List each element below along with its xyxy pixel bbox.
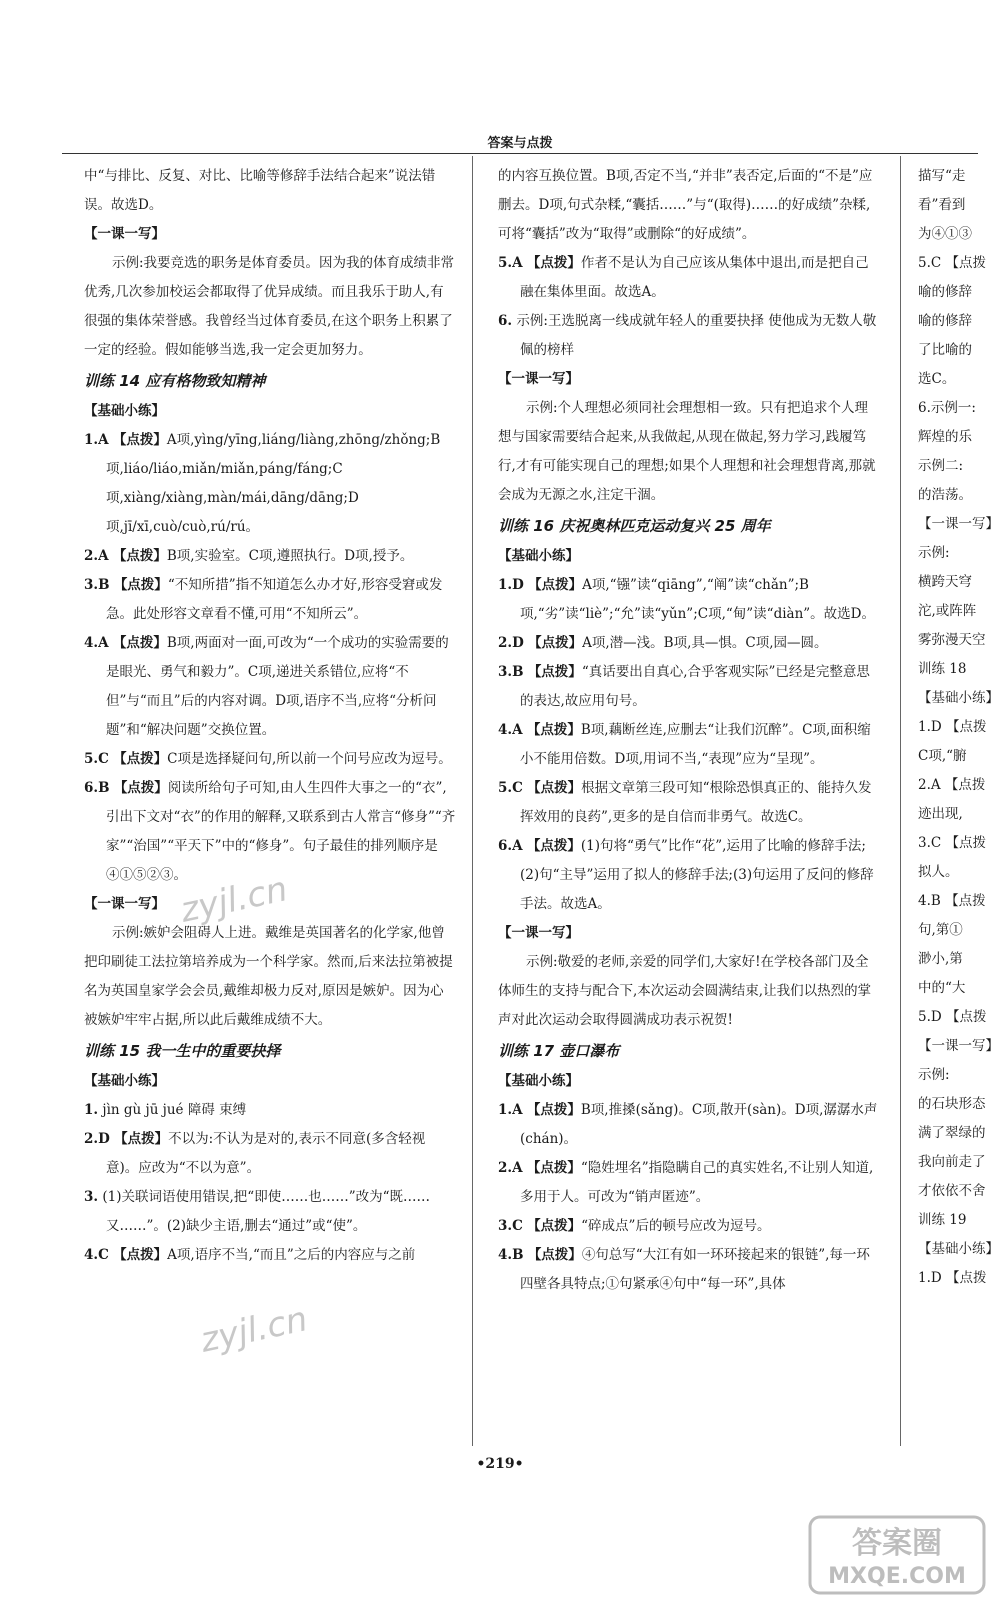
cropped-line: 中的“大 [918,980,966,996]
cropped-line: 2.A 【点拨 [918,777,986,793]
cropped-line: 喻的修辞 [918,313,972,329]
column-right-cropped [918,162,1000,1293]
cropped-line: 拟人。 [918,864,959,880]
answer-item [498,629,880,658]
hint-tag: 【点拨】 [113,577,168,593]
hint-tag: 【点拨】 [527,1218,582,1234]
answer-text: B项,两面对一面,可改为“一个成功的实验需要的是眼光、勇气和毅力”。C项,递进关系错位,应将“不但”与“而且”后的内容对调。D项,语序不当,应将“分析问题”和“解决问题”交换位置。 [106,635,449,738]
hint-tag: 【点拨】 [114,1131,169,1147]
section-label: 【一课一写】 [498,925,579,941]
cropped-line: 【一课一写】 [918,1038,999,1054]
paragraph: 中“与排比、反复、对比、比喻等修辞手法结合起来”说法错误。故选D。 [84,168,436,213]
answer-text: “碎成点”后的顿号应改为逗号。 [581,1218,771,1234]
answer-number: 3.B [84,577,110,593]
cropped-line: 1.D 【点拨 [918,1270,987,1286]
hint-tag: 【点拨】 [113,751,168,767]
hint-tag: 【点拨】 [527,1247,582,1263]
answer-number: 2.D [498,635,524,651]
answer-item [498,658,880,716]
cropped-line: 的石块形态 [918,1096,986,1112]
cropped-line: 的浩荡。 [918,487,972,503]
section-label: 【一课一写】 [84,226,165,242]
cropped-line: 【一课一写】 [918,516,999,532]
answer-number: 4.A [84,635,109,651]
answer-text: “不知所措”指不知道怎么办才好,形容受窘或发急。此处形容文章看不懂,可用“不知所云”。 [106,577,443,622]
cropped-line: 横跨天穹 [918,574,972,590]
hint-tag: 【点拨】 [112,548,167,564]
lesson-heading: 训练 14 应有格物致知精神 [84,372,266,390]
answer-text: B项,藕断丝连,应删去“让我们沉醉”。C项,面积缩小不能用倍数。D项,用词不当,“表现”应为“呈现”。 [520,722,871,767]
cropped-line: 满了翠绿的 [918,1125,986,1141]
answer-item [498,571,880,629]
answer-number: 5.A [498,255,523,271]
hint-tag: 【点拨】 [526,838,581,854]
column-divider [472,156,473,1446]
cropped-line: 示例二: [918,458,964,474]
answer-text: ④句总写“大江有如一环环接起来的银链”,每一环四壁各具特点;①句紧承④句中“每一环”,具体 [520,1247,870,1292]
hint-tag: 【点拨】 [527,780,582,796]
answer-text: B项,推搡(sǎng)。C项,散开(sàn)。D项,潺潺水声(chán)。 [520,1102,878,1147]
logo-text-bottom: MXQE.COM [828,1564,966,1589]
example-paragraph: 示例:嫉妒会阻碍人上进。戴维是英国著名的化学家,他曾把印刷徒工法拉第培养成为一个科学家。然而,后来法拉第被提名为英国皇家学会会员,戴维却极力反对,原因是嫉妒。因为心被嫉妒牢牢占据,所以此后戴维成绩不大。 [84,925,453,1028]
cropped-line: 选C。 [918,371,956,387]
answer-number: 4.C [84,1247,109,1263]
lesson-heading: 训练 15 我一生中的重要抉择 [84,1042,281,1060]
answer-text: 根据文章第三段可知“根除恐惧真正的、能持久发挥效用的良药”,更多的是自信而非勇气。故选C。 [520,780,872,825]
cropped-line: 训练 19 [918,1212,967,1228]
lesson-heading: 训练 17 壶口瀑布 [498,1042,620,1060]
answer-number: 2.A [84,548,109,564]
answer-text: “隐姓埋名”指隐瞒自己的真实姓名,不让别人知道,多用于人。可改为“销声匿迹”。 [520,1160,874,1205]
answer-number: 3. [84,1189,99,1205]
answer-item [498,832,880,919]
section-label: 【基础小练】 [84,1073,165,1089]
watermark: zyjl.cn [177,869,291,931]
cropped-line: 喻的修辞 [918,284,972,300]
answer-item [498,249,880,307]
answer-text: (1)关联词语使用错误,把“即使……也……”改为“既……又……”。(2)缺少主语,删去“通过”或“使”。 [102,1189,431,1234]
cropped-line: 5.C 【点拨 [918,255,987,271]
cropped-line: 我向前走了 [918,1154,986,1170]
section-label: 【基础小练】 [498,548,579,564]
answer-number: 2.A [498,1160,523,1176]
answer-item [498,307,880,365]
cropped-line: 6.示例一: [918,400,976,416]
cropped-line: 【基础小练】 [918,690,999,706]
hint-tag: 【点拨】 [526,255,581,271]
answer-item [84,629,456,745]
hint-tag: 【点拨】 [112,432,167,448]
section-label: 【基础小练】 [84,403,165,419]
answer-text: 阅读所给句子可知,由人生四件大事之一的“衣”,引出下文对“衣”的作用的解释,又联系到古人常言“修身”“齐家”“治国”“平天下”中的“修身”。句子最佳的排列顺序是④①⑤②③。 [106,780,456,883]
hint-tag: 【点拨】 [112,635,167,651]
cropped-line: C项,“腑 [918,748,967,764]
cropped-line: 沱,或阵阵 [918,603,977,619]
page-number: •219• [476,1456,524,1472]
watermark: zyjl.cn [197,1299,311,1361]
answer-text: A项,yìng/yīng,liáng/liàng,zhōng/zhǒng;B项,liáo/liáo,miǎn/miǎn,páng/fáng;C项,xiàng/xiàng,màn/mái,dāng/dāng;D项,jī/xī,cuò/cuò,rú/rú。 [106,432,441,535]
cropped-line: 了比喻的 [918,342,972,358]
hint-tag: 【点拨】 [526,1102,581,1118]
answer-text: 不以为:不认为是对的,表示不同意(多含轻视意)。应改为“不以为意”。 [106,1131,426,1176]
answer-number: 1.A [84,432,109,448]
header-rule [62,153,978,154]
answer-text: A项,潜—浅。B项,具—惧。C项,园—圆。 [582,635,828,651]
cropped-line: 辉煌的乐 [918,429,972,445]
answer-item [84,1096,456,1125]
section-label: 【一课一写】 [84,896,165,912]
answer-item [84,542,456,571]
example-paragraph: 示例:个人理想必须同社会理想相一致。只有把追求个人理想与国家需要结合起来,从我做起,从现在做起,努力学习,践履笃行,才有可能实现自己的理想;如果个人理想和社会理想背离,那就会成为无源之水,注定干涸。 [498,400,876,503]
hint-tag: 【点拨】 [113,1247,168,1263]
answer-number: 1.D [498,577,524,593]
answer-item [84,426,456,542]
hint-tag: 【点拨】 [526,722,581,738]
logo-text-top: 答案圈 [852,1526,942,1561]
answer-number: 6.A [498,838,523,854]
answer-text: 作者不是认为自己应该从集体中退出,而是把自己融在集体里面。故选A。 [520,255,869,300]
answer-number: 2.D [84,1131,110,1147]
answer-item [498,774,880,832]
answer-text: C项是选择疑问句,所以前一个问号应改为逗号。 [167,751,452,767]
answer-number: 1.A [498,1102,523,1118]
answer-text: 示例:王选脱离一线成就年轻人的重要抉择 使他成为无数人敬佩的榜样 [516,313,877,358]
answer-item [498,1096,880,1154]
column-middle [498,162,880,1299]
answer-item [498,716,880,774]
cropped-line: 才依依不舍 [918,1183,986,1199]
cropped-line: 5.D 【点拨 [918,1009,987,1025]
paragraph: 的内容互换位置。B项,否定不当,“并非”表否定,后面的“不是”应删去。D项,句式杂糅,“囊括……”与“(取得)……的好成绩”杂糅,可将“囊括”改为“取得”或删除“的好成绩”。 [498,168,873,242]
answer-text: (1)句将“勇气”比作“花”,运用了比喻的修辞手法;(2)句“主导”运用了拟人的修辞手法;(3)句运用了反问的修辞手法。故选A。 [520,838,874,912]
site-logo [808,1515,986,1595]
answer-item [84,1183,456,1241]
answer-number: 6.B [84,780,110,796]
answer-number: 5.C [84,751,109,767]
cropped-line: 4.B 【点拨 [918,893,986,909]
cropped-line: 雾弥漫天空 [918,632,986,648]
answer-number: 1. [84,1102,99,1118]
cropped-line: 为④①③ [918,226,972,242]
running-header: 答案与点拨 [487,136,553,151]
answer-item [84,571,456,629]
cropped-line: 渺小,第 [918,951,963,967]
column-left [84,162,456,1270]
hint-tag: 【点拨】 [528,577,583,593]
hint-tag: 【点拨】 [527,664,582,680]
section-label: 【一课一写】 [498,371,579,387]
example-paragraph: 示例:敬爱的老师,亲爱的同学们,大家好!在学校各部门及全体师生的支持与配合下,本次运动会圆满结束,让我们以热烈的掌声对此次运动会取得圆满成功表示祝贺! [498,954,872,1028]
section-label: 【基础小练】 [498,1073,579,1089]
answer-text: B项,实验室。C项,遵照执行。D项,授予。 [166,548,414,564]
answer-item [498,1154,880,1212]
answer-number: 4.B [498,1247,524,1263]
hint-tag: 【点拨】 [526,1160,581,1176]
column-divider [900,156,901,1446]
answer-number: 5.C [498,780,523,796]
cropped-line: 看”看到 [918,197,966,213]
answer-item [84,1241,456,1270]
cropped-line: 迹出现, [918,806,963,822]
hint-tag: 【点拨】 [528,635,583,651]
cropped-line: 训练 18 [918,661,967,677]
cropped-line: 1.D 【点拨 [918,719,987,735]
cropped-line: 示例: [918,1067,950,1083]
cropped-line: 描写“走 [918,168,966,184]
answer-text: jìn gù jū jué 障碍 束缚 [102,1102,247,1118]
cropped-line: 句,第① [918,922,963,938]
answer-number: 6. [498,313,513,329]
cropped-line: 3.C 【点拨 [918,835,987,851]
answer-item [498,1241,880,1299]
answer-item [498,1212,880,1241]
lesson-heading: 训练 16 庆祝奥林匹克运动复兴 25 周年 [498,517,771,535]
answer-text: A项,语序不当,“而且”之后的内容应与之前 [167,1247,416,1263]
answer-item [84,1125,456,1183]
answer-number: 3.B [498,664,524,680]
cropped-line: 示例: [918,545,950,561]
answer-text: “真话要出自真心,合乎客观实际”已经是完整意思的表达,故应用句号。 [520,664,870,709]
hint-tag: 【点拨】 [113,780,168,796]
answer-text: A项,“镪”读“qiāng”,“阐”读“chǎn”;B项,“劣”读“liè”;“允”读“yǔn”;C项,“甸”读“diàn”。故选D。 [520,577,875,622]
example-paragraph: 示例:我要竞选的职务是体育委员。因为我的体育成绩非常优秀,几次参加校运会都取得了优异成绩。而且我乐于助人,有很强的集体荣誉感。我曾经当过体育委员,在这个职务上积累了一定的经验。假如能够当选,我一定会更加努力。 [84,255,455,358]
answer-number: 4.A [498,722,523,738]
answer-item [84,745,456,774]
answer-number: 3.C [498,1218,523,1234]
cropped-line: 【基础小练】 [918,1241,999,1257]
